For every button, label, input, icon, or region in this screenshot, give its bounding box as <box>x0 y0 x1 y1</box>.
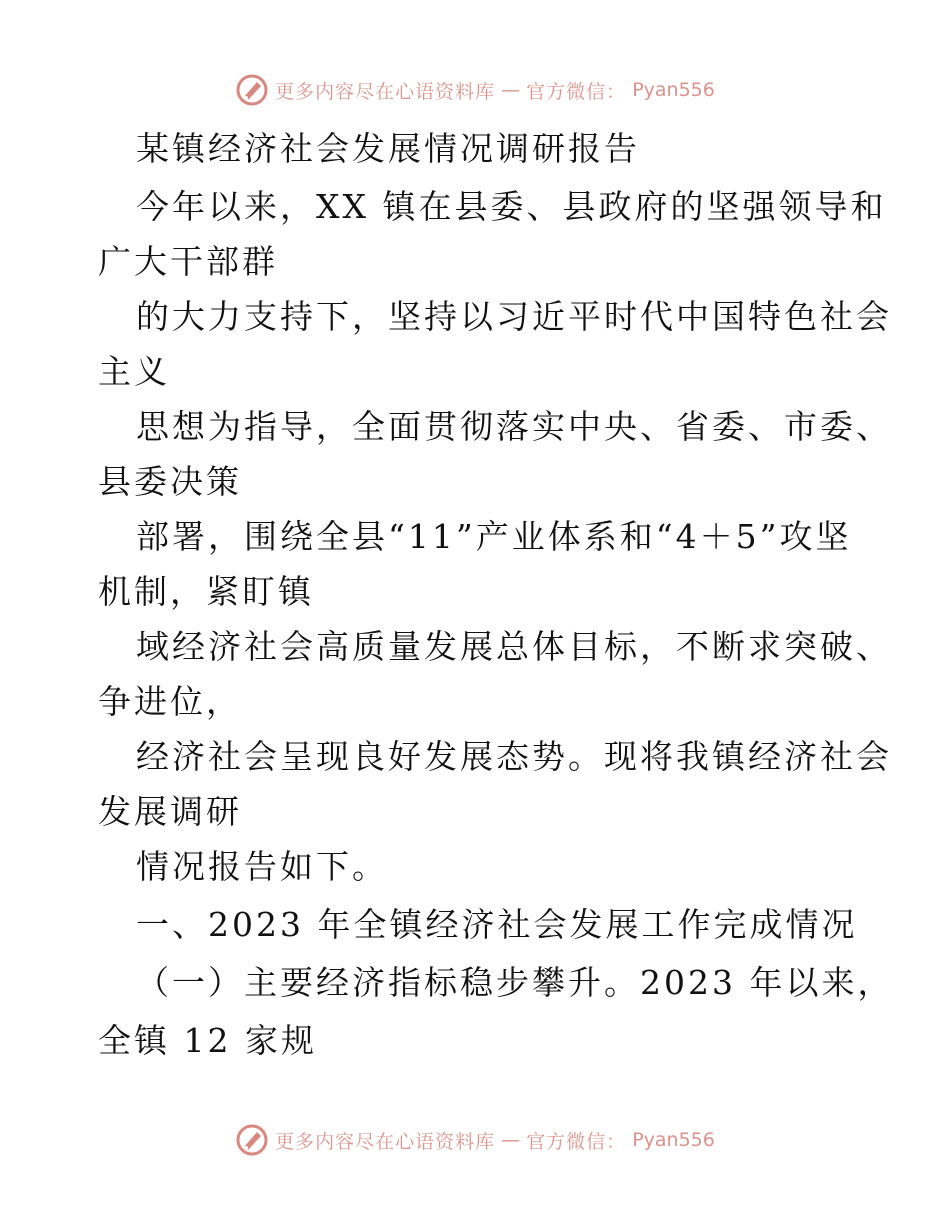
pen-logo-icon <box>235 1123 269 1157</box>
paragraph-line: 争进位， <box>98 682 242 721</box>
watermark-text: 更多内容尽在心语资料库 <box>275 80 496 103</box>
document-body <box>98 120 894 1070</box>
footer-watermark <box>0 1120 950 1160</box>
paragraph-line: 域经济社会高质量发展总体目标，不断求突破、 <box>136 627 892 666</box>
watermark-label: 官方微信： <box>526 1130 627 1153</box>
watermark-text: 更多内容尽在心语资料库 <box>275 1130 496 1153</box>
paragraph-line: 发展调研 <box>98 792 242 831</box>
section-heading: 一、2023 年全镇经济社会发展工作完成情况 <box>136 905 858 944</box>
paragraph-line: 部署，围绕全县“11”产业体系和“4＋5”攻坚 <box>136 517 852 556</box>
watermark-label: 官方微信： <box>526 80 627 103</box>
paragraph-line: 主义 <box>98 352 170 391</box>
pen-logo-icon <box>235 73 269 107</box>
watermark-id: Pyan556 <box>632 1129 715 1151</box>
paragraph-line: 县委决策 <box>98 462 242 501</box>
watermark-dash: — <box>501 1129 521 1151</box>
watermark-dash: — <box>501 79 521 101</box>
paragraph-line: 广大干部群 <box>98 242 278 281</box>
subsection-heading: （一）主要经济指标稳步攀升。2023 年以来， <box>136 963 894 1002</box>
document-title: 某镇经济社会发展情况调研报告 <box>136 129 640 168</box>
paragraph-line: 思想为指导，全面贯彻落实中央、省委、市委、 <box>136 407 892 446</box>
paragraph-line: 情况报告如下。 <box>136 847 388 886</box>
paragraph-line: 全镇 12 家规 <box>98 1021 317 1060</box>
paragraph-line: 今年以来，XX 镇在县委、县政府的坚强领导和 <box>136 187 887 226</box>
paragraph-line: 经济社会呈现良好发展态势。现将我镇经济社会 <box>136 737 892 776</box>
header-watermark <box>0 70 950 110</box>
watermark-id: Pyan556 <box>632 79 715 101</box>
paragraph-line: 机制，紧盯镇 <box>98 572 314 611</box>
paragraph-line: 的大力支持下，坚持以习近平时代中国特色社会 <box>136 297 892 336</box>
